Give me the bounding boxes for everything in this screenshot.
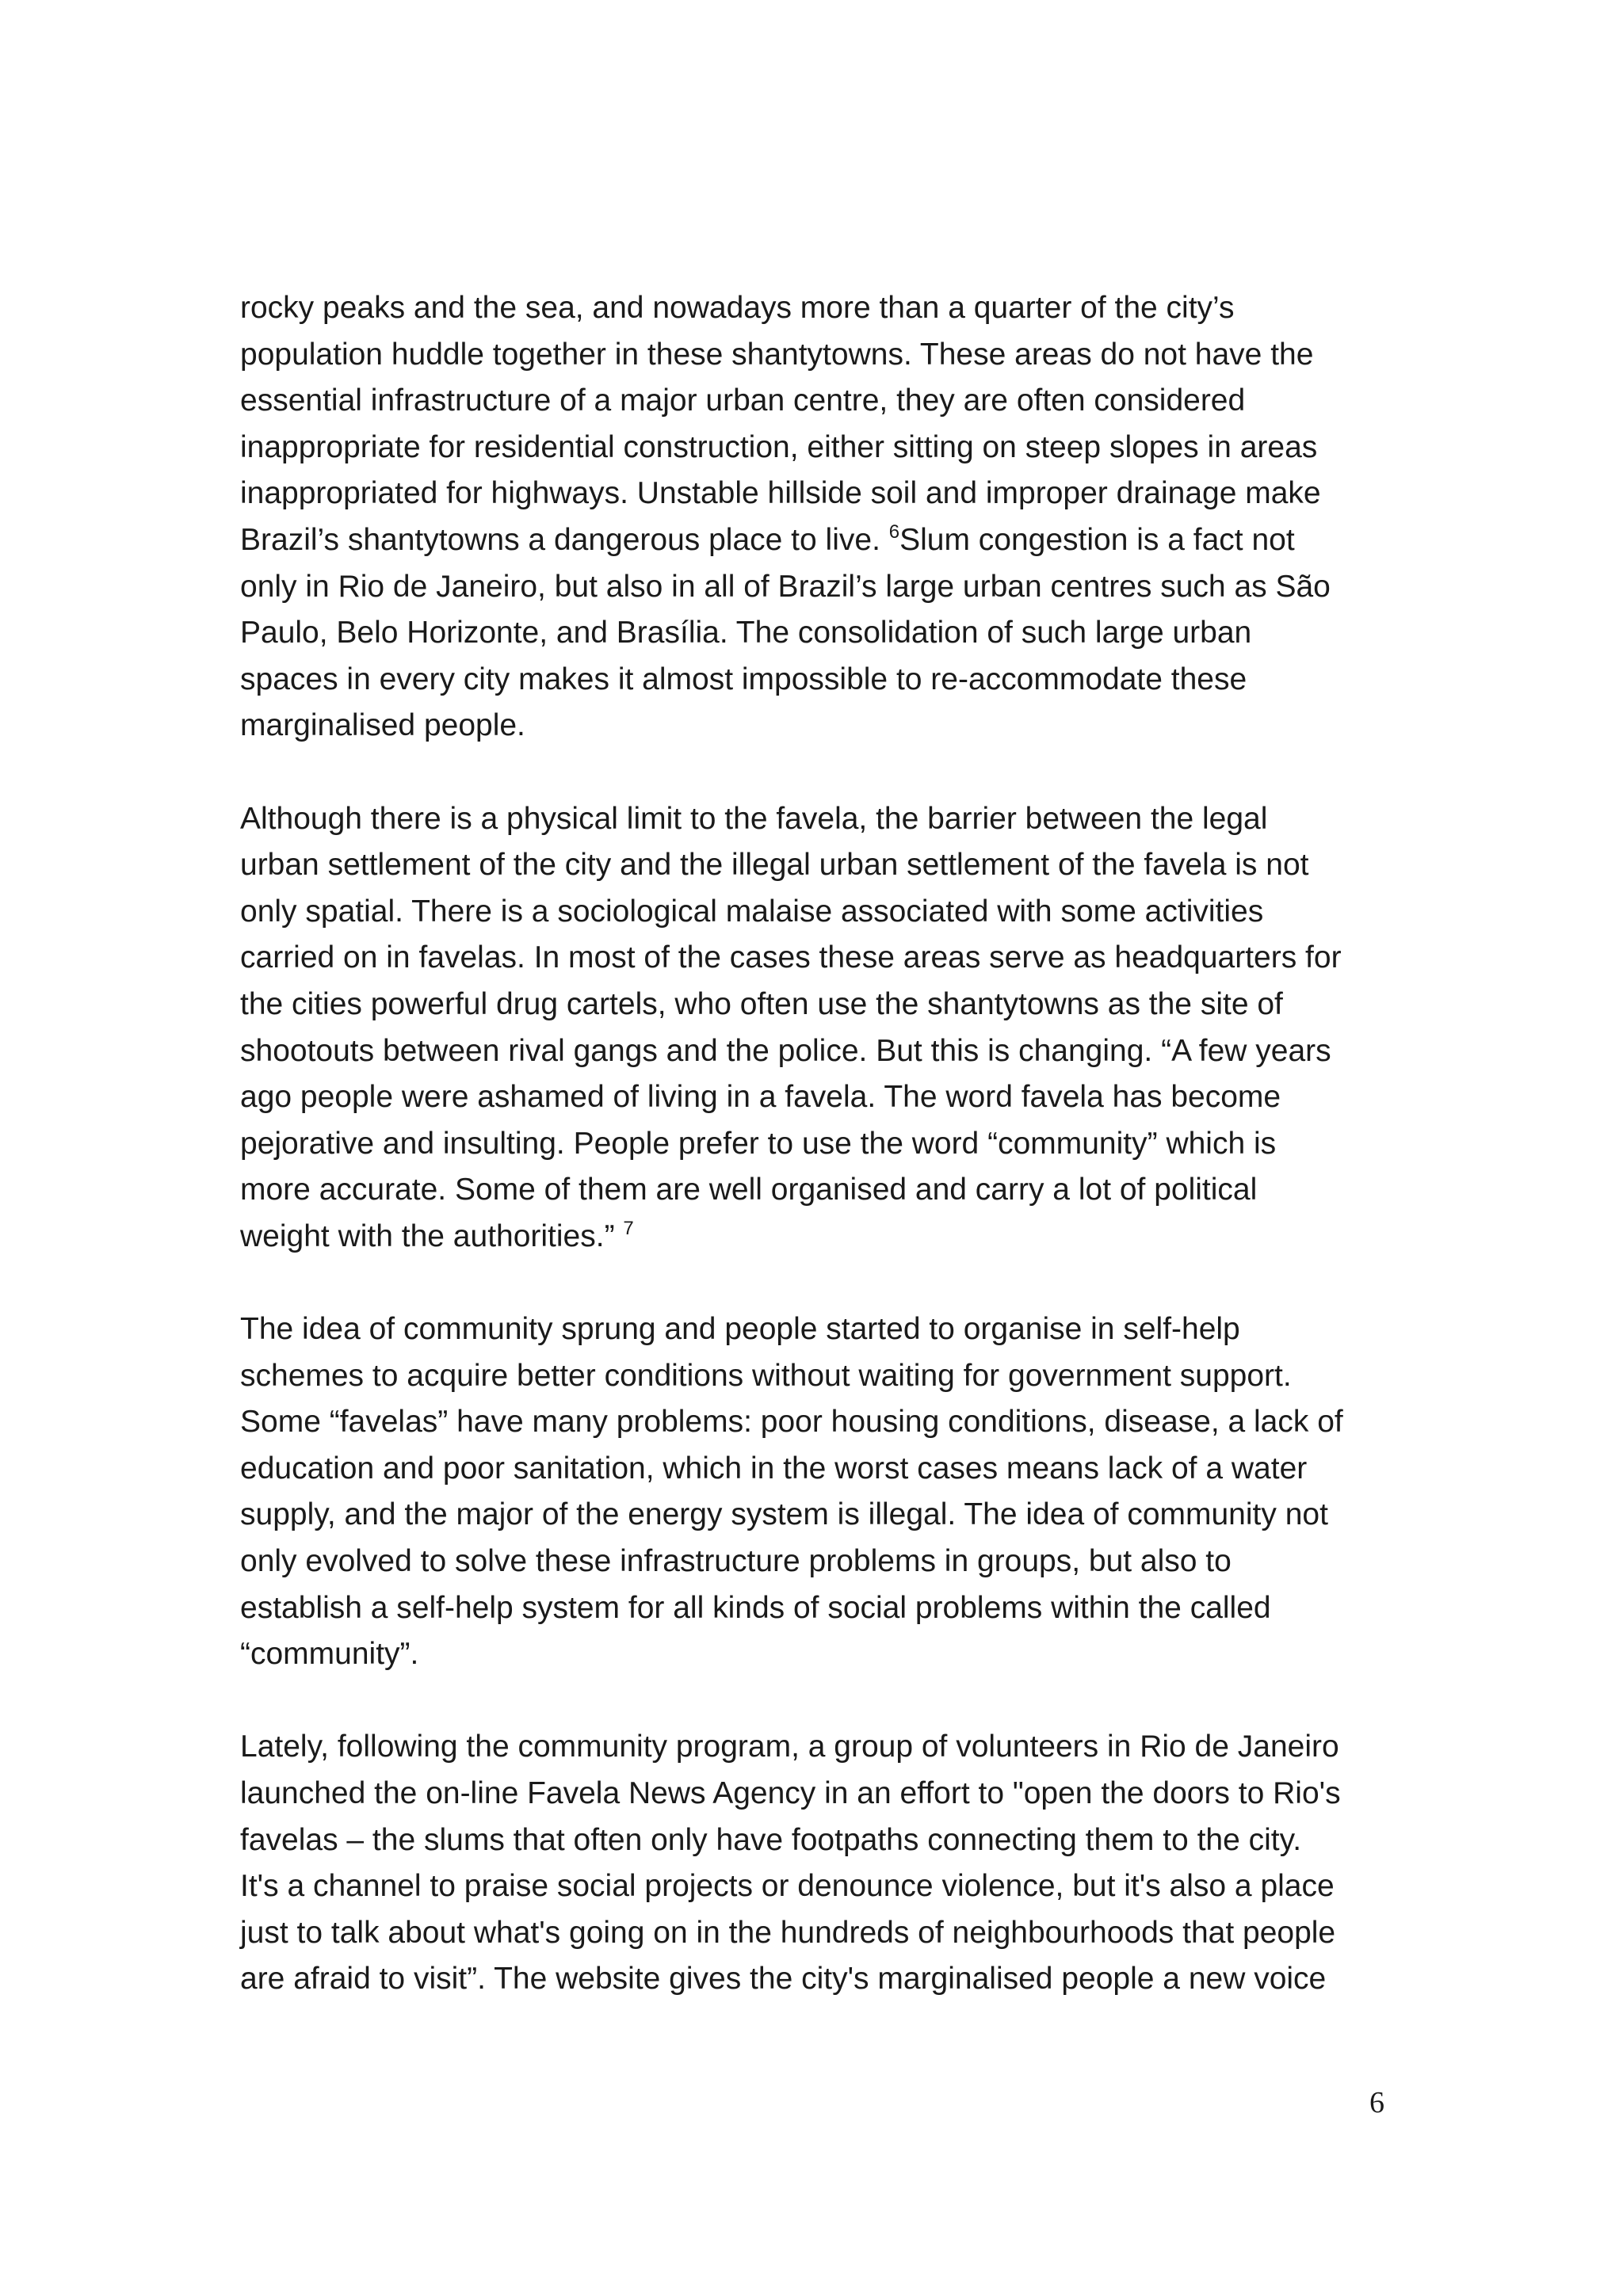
- paragraph: [240, 1724, 1397, 2003]
- text-line: [240, 1353, 1397, 1400]
- text-line: [240, 332, 1397, 379]
- text-line: [240, 1585, 1397, 1632]
- text-line: [240, 1910, 1397, 1957]
- text-segment: supply, and the major of the energy system is illegal. The idea of community not: [240, 1497, 1328, 1532]
- text-line: [240, 1771, 1397, 1817]
- text-segment: Although there is a physical limit to the favela, the barrier between the legal: [240, 801, 1268, 836]
- text-segment: education and poor sanitation, which in the worst cases means lack of a water: [240, 1451, 1308, 1486]
- text-line: [240, 1956, 1397, 2003]
- text-segment: just to talk about what's going on in the hundreds of neighbourhoods that people: [240, 1915, 1336, 1950]
- text-segment: population huddle together in these shantytowns. These areas do not have the: [240, 337, 1314, 372]
- text-segment: ago people were ashamed of living in a favela. The word favela has become: [240, 1080, 1281, 1115]
- text-segment: inappropriate for residential construction, either sitting on steep slopes in areas: [240, 429, 1318, 464]
- paragraph: [240, 1306, 1397, 1678]
- text-segment: favelas – the slums that often only have footpaths connecting them to the city.: [240, 1822, 1302, 1857]
- text-segment: “community”.: [240, 1637, 419, 1672]
- body-text: [240, 285, 1397, 2050]
- text-line: [240, 471, 1397, 517]
- text-line: [240, 1539, 1397, 1585]
- text-line: [240, 1631, 1397, 1678]
- text-line: [240, 1214, 1397, 1261]
- text-segment: only spatial. There is a sociological malaise associated with some activities: [240, 894, 1264, 929]
- text-line: [240, 1446, 1397, 1493]
- text-line: [240, 796, 1397, 843]
- text-line: [240, 1492, 1397, 1539]
- text-segment: carried on in favelas. In most of the cases these areas serve as headquarters for: [240, 940, 1342, 975]
- text-segment: launched the on-line Favela News Agency in an effort to "open the doors to Rio's: [240, 1776, 1341, 1810]
- text-segment: Slum congestion is a fact not: [899, 522, 1295, 557]
- text-line: [240, 657, 1397, 704]
- text-segment: essential infrastructure of a major urban centre, they are often considered: [240, 383, 1246, 418]
- text-line: [240, 1121, 1397, 1168]
- text-line: [240, 378, 1397, 425]
- text-segment: establish a self-help system for all kinds of social problems within the called: [240, 1590, 1271, 1625]
- footnote-marker: 6: [888, 521, 900, 543]
- text-line: [240, 982, 1397, 1028]
- page-number: 6: [1369, 2086, 1384, 2119]
- text-segment: inappropriated for highways. Unstable hillside soil and improper drainage make: [240, 476, 1321, 511]
- text-segment: more accurate. Some of them are well organised and carry a lot of political: [240, 1173, 1258, 1207]
- paragraph: [240, 285, 1397, 749]
- text-segment: rocky peaks and the sea, and nowadays more than a quarter of the city’s: [240, 291, 1235, 325]
- text-segment: marginalised people.: [240, 708, 525, 743]
- text-segment: The idea of community sprung and people started to organise in self-help: [240, 1312, 1240, 1347]
- text-segment: Brazil’s shantytowns a dangerous place to live.: [240, 522, 889, 557]
- text-line: [240, 1399, 1397, 1446]
- text-line: [240, 1028, 1397, 1075]
- text-line: [240, 610, 1397, 657]
- text-segment: urban settlement of the city and the illegal urban settlement of the favela is not: [240, 848, 1309, 883]
- text-segment: pejorative and insulting. People prefer to use the word “community” which is: [240, 1126, 1277, 1161]
- text-segment: the cities powerful drug cartels, who often use the shantytowns as the site of: [240, 986, 1283, 1021]
- text-segment: only in Rio de Janeiro, but also in all of Brazil’s large urban centres such as São: [240, 569, 1331, 604]
- text-segment: weight with the authorities.”: [240, 1219, 624, 1253]
- text-line: [240, 1306, 1397, 1353]
- text-segment: shootouts between rival gangs and the police. But this is changing. “A few years: [240, 1033, 1331, 1068]
- text-line: [240, 425, 1397, 471]
- text-line: [240, 935, 1397, 982]
- text-line: [240, 703, 1397, 749]
- text-segment: Some “favelas” have many problems: poor housing conditions, disease, a lack of: [240, 1405, 1343, 1440]
- text-line: [240, 517, 1397, 564]
- text-line: [240, 842, 1397, 889]
- text-line: [240, 285, 1397, 332]
- text-segment: only evolved to solve these infrastructure problems in groups, but also to: [240, 1544, 1232, 1579]
- text-segment: spaces in every city makes it almost impossible to re-accommodate these: [240, 662, 1247, 696]
- text-segment: It's a channel to praise social projects or denounce violence, but it's also a place: [240, 1869, 1335, 1904]
- text-segment: Paulo, Belo Horizonte, and Brasília. The consolidation of such large urban: [240, 616, 1252, 650]
- text-line: [240, 1817, 1397, 1864]
- text-segment: schemes to acquire better conditions without waiting for government support.: [240, 1358, 1292, 1393]
- text-segment: Lately, following the community program, a group of volunteers in Rio de Janeiro: [240, 1730, 1339, 1764]
- text-line: [240, 1724, 1397, 1771]
- text-line: [240, 564, 1397, 611]
- text-segment: are afraid to visit”. The website gives the city's marginalised people a new voice: [240, 1962, 1327, 1997]
- text-line: [240, 1074, 1397, 1121]
- paragraph: [240, 796, 1397, 1261]
- footnote-marker: 7: [623, 1217, 634, 1239]
- text-line: [240, 889, 1397, 936]
- text-line: [240, 1167, 1397, 1214]
- text-line: [240, 1863, 1397, 1910]
